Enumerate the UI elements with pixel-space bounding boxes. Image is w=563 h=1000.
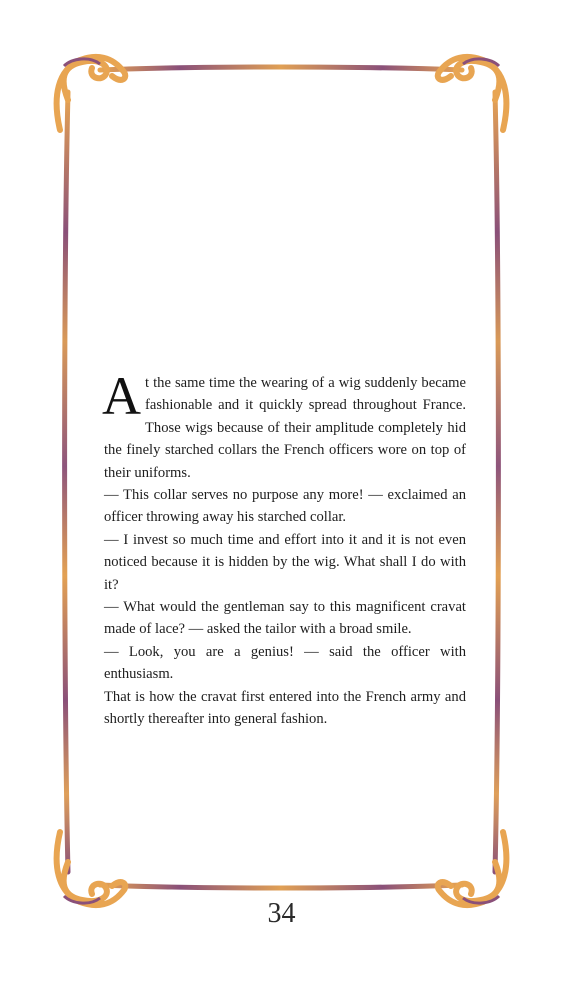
frame-left-rail — [65, 92, 68, 872]
frame-top-rail — [100, 67, 462, 70]
paragraph-6: That is how the cravat first entered into the French army and shortly thereafter into general fashion. — [104, 688, 466, 728]
drop-cap: A — [102, 366, 141, 426]
page-number: 34 — [267, 898, 296, 929]
frame-right-rail — [495, 92, 498, 872]
paragraph-3: — I invest so much time and effort into it and it is not even noticed because it is hidden by the wig. What shall I do with it? — [104, 531, 466, 593]
paragraph-5: — Look, you are a genius! — said the officer with enthusiasm. — [104, 643, 466, 683]
frame-bottom-rail — [100, 885, 462, 888]
paragraph-2: — This collar serves no purpose any more! — exclaimed an officer throwing away his starched collar. — [104, 487, 466, 526]
paragraph-1-text: t the same time the wearing of a wig suddenly became fashionable and it quickly spread throughout France. Those wigs because of their amplitude completely hid the finely starched collars the French officers wore on top of their uniforms. — [104, 375, 466, 481]
paragraph-1 — [102, 366, 466, 484]
story-text — [102, 366, 466, 731]
paragraph-4: — What would the gentleman say to this magnificent cravat made of lace? — asked the tailor with a broad smile. — [104, 599, 466, 638]
